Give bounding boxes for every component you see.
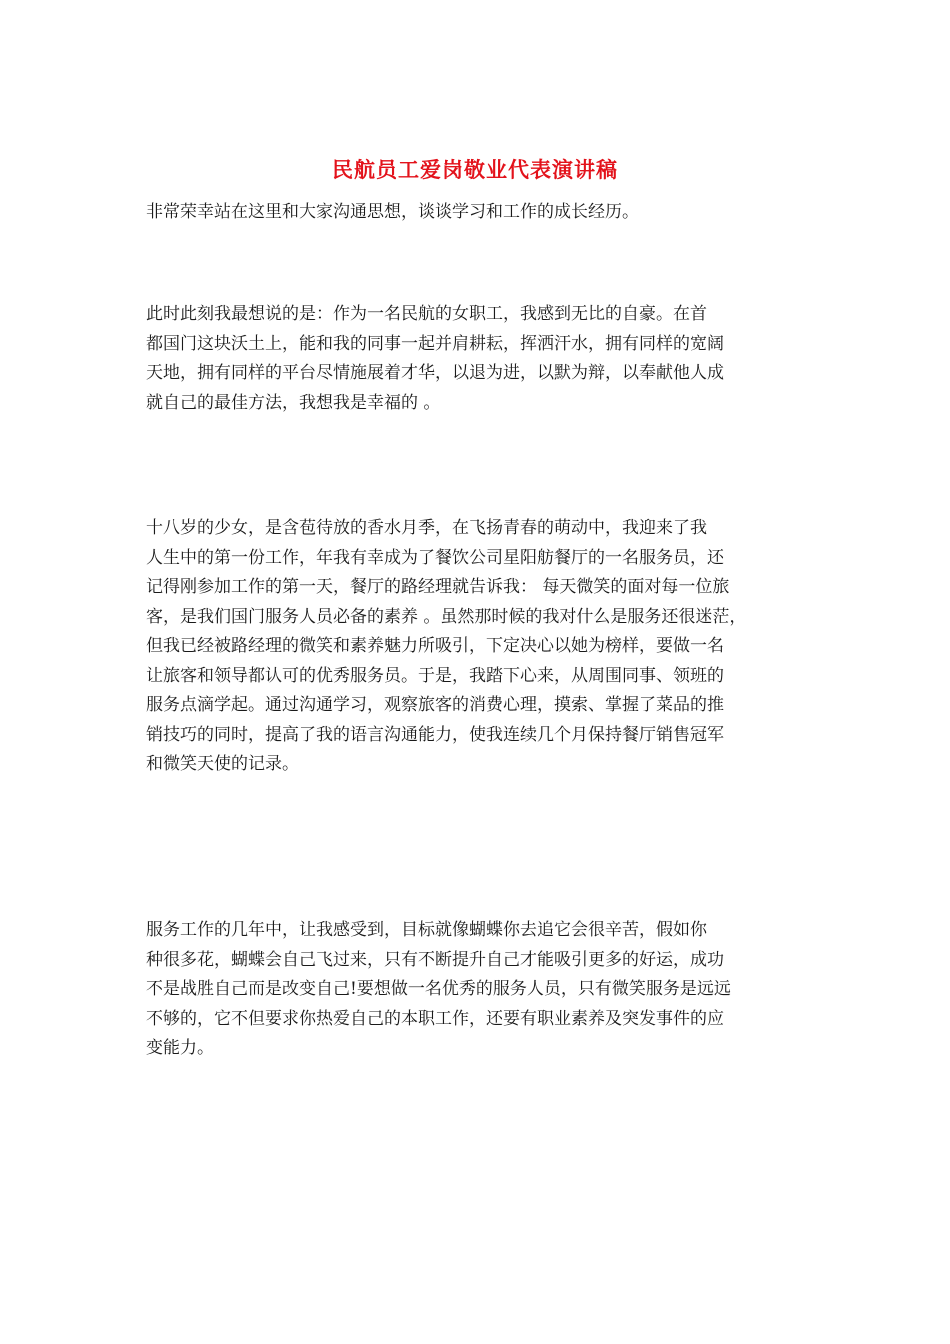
- paragraph-line: 都国门这块沃土上，能和我的同事一起并肩耕耘，挥洒汗水，拥有同样的宽阔: [146, 333, 724, 354]
- document-title: 民航员工爱岗敬业代表演讲稿: [332, 157, 618, 182]
- paragraph-line: 就自己的最佳方法，我想我是幸福的 。: [146, 392, 441, 413]
- paragraph-line: 服务点滴学起。通过沟通学习，观察旅客的消费心理，摸索、掌握了菜品的推: [146, 695, 724, 715]
- paragraph-1: [146, 300, 724, 418]
- paragraph-line: 和微笑天使的记录。: [146, 754, 299, 774]
- paragraph-line: 天地，拥有同样的平台尽情施展着才华，以退为进，以默为辩，以奉献他人成: [146, 363, 724, 383]
- paragraph-line: 客，是我们国门服务人员必备的素养 。虽然那时候的我对什么是服务还很迷茫，: [146, 606, 747, 627]
- paragraph-line: 不够的，它不但要求你热爱自己的本职工作，还要有职业素养及突发事件的应: [146, 1008, 724, 1029]
- paragraph-3: [146, 916, 731, 1064]
- paragraph-line: 记得刚参加工作的第一天，餐厅的路经理就告诉我： 每天微笑的面对每一位旅: [146, 577, 730, 597]
- paragraph-line: 销技巧的同时，提高了我的语言沟通能力，使我连续几个月保持餐厅销售冠军: [146, 724, 724, 745]
- intro-text: 非常荣幸站在这里和大家沟通思想，谈谈学习和工作的成长经历。: [146, 202, 639, 222]
- paragraph-line: 十八岁的少女，是含苞待放的香水月季，在飞扬青春的萌动中，我迎来了我: [146, 518, 707, 538]
- paragraph-line: 变能力。: [146, 1038, 214, 1058]
- paragraph-line: 不是战胜自己而是改变自己!要想做一名优秀的服务人员，只有微笑服务是远远: [146, 979, 731, 999]
- paragraph-2: [146, 514, 746, 780]
- paragraph-line: 此时此刻我最想说的是：作为一名民航的女职工，我感到无比的自豪。在首: [146, 304, 707, 324]
- paragraph-line: 服务工作的几年中，让我感受到，目标就像蝴蝶你去追它会很辛苦，假如你: [146, 920, 707, 940]
- paragraph-line: 种很多花，蝴蝶会自己飞过来，只有不断提升自己才能吸引更多的好运，成功: [146, 949, 724, 970]
- paragraph-line: 让旅客和领导都认可的优秀服务员。于是，我踏下心来，从周围同事、领班的: [146, 665, 724, 686]
- paragraph-line: 人生中的第一份工作，年我有幸成为了餐饮公司星阳舫餐厅的一名服务员，还: [146, 547, 724, 568]
- paragraph-line: 但我已经被路经理的微笑和素养魅力所吸引，下定决心以她为榜样，要做一名: [146, 636, 724, 656]
